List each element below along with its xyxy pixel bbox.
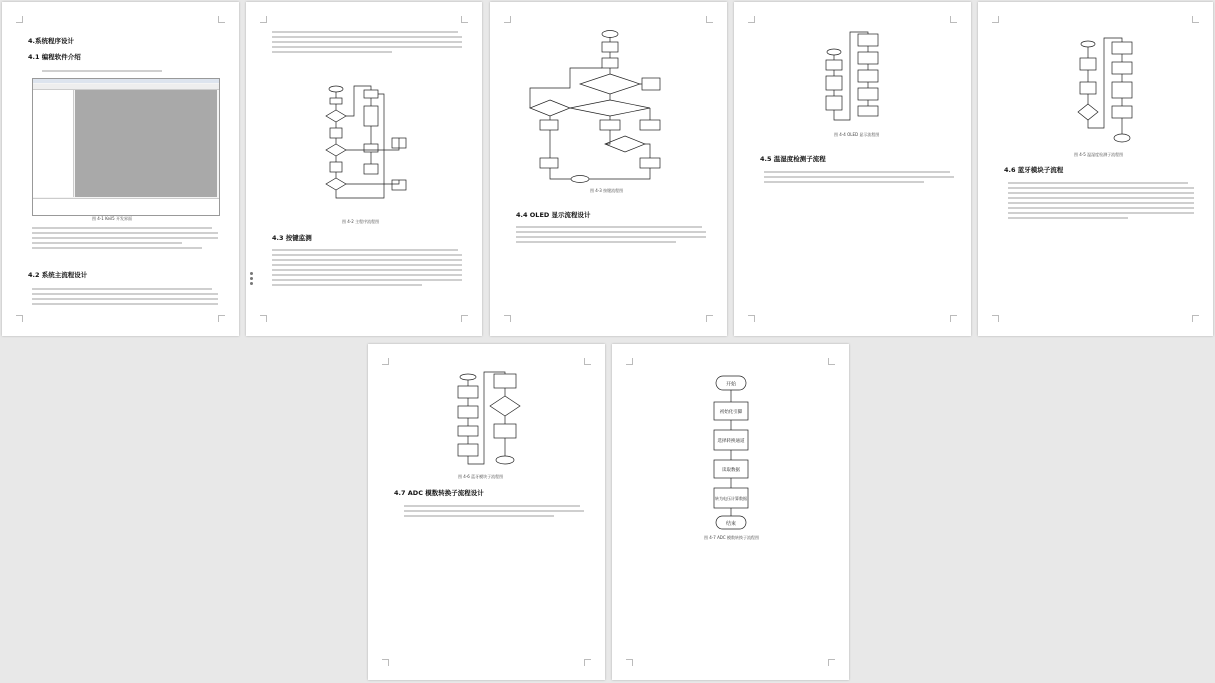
adc-start-label: 开始 xyxy=(725,381,737,388)
drag-handle-icon[interactable] xyxy=(250,270,253,287)
th-sensor-flowchart xyxy=(1078,38,1138,148)
figure-caption: 图 4-3 按键流程图 xyxy=(590,188,624,193)
oled-flowchart xyxy=(824,32,884,128)
section-heading: 4.1 编程软件介绍 xyxy=(28,53,81,61)
section-heading: 4.7 ADC 模数转换子流程设计 xyxy=(394,489,484,497)
document-page-7 xyxy=(612,344,849,680)
section-heading: 4.6 蓝牙模块子流程 xyxy=(1004,166,1064,174)
document-page-6 xyxy=(368,344,605,680)
figure-caption: 图 4-2 主程序流程图 xyxy=(342,219,380,224)
document-page-2 xyxy=(246,2,482,336)
figure-caption: 图 4-6 蓝牙模块子流程图 xyxy=(458,474,504,479)
document-page-4 xyxy=(734,2,971,336)
section-heading: 4.4 OLED 显示流程设计 xyxy=(516,211,591,219)
document-page-1 xyxy=(2,2,239,336)
keil5-ide-screenshot xyxy=(32,78,220,216)
document-page-3 xyxy=(490,2,727,336)
figure-caption: 图 4-5 温湿度检测子流程图 xyxy=(1074,152,1124,157)
section-heading: 4.5 温湿度检测子流程 xyxy=(760,155,826,163)
adc-step-1: 初始化引脚 xyxy=(719,410,743,415)
adc-flowchart xyxy=(708,374,758,532)
adc-end-label: 结束 xyxy=(725,521,737,527)
adc-step-2: 选择转换通道 xyxy=(717,439,745,444)
section-heading: 4.3 按键监测 xyxy=(272,234,312,242)
main-flowchart xyxy=(324,84,414,214)
adc-step-3: 读取数据 xyxy=(722,468,740,473)
document-page-5 xyxy=(978,2,1213,336)
button-flowchart xyxy=(530,28,680,186)
bluetooth-flowchart xyxy=(456,372,526,472)
chapter-heading: 4.系统程序设计 xyxy=(28,37,74,45)
figure-caption: 图 4-4 OLED 显示流程图 xyxy=(834,132,880,137)
figure-caption: 图 4-7 ADC 模数转换子流程图 xyxy=(704,535,759,540)
figure-caption: 图 4-1 Keil5 开发界面 xyxy=(92,216,132,221)
adc-step-4: 转为电压计算数据 xyxy=(715,496,747,501)
section-heading: 4.2 系统主流程设计 xyxy=(28,271,88,279)
